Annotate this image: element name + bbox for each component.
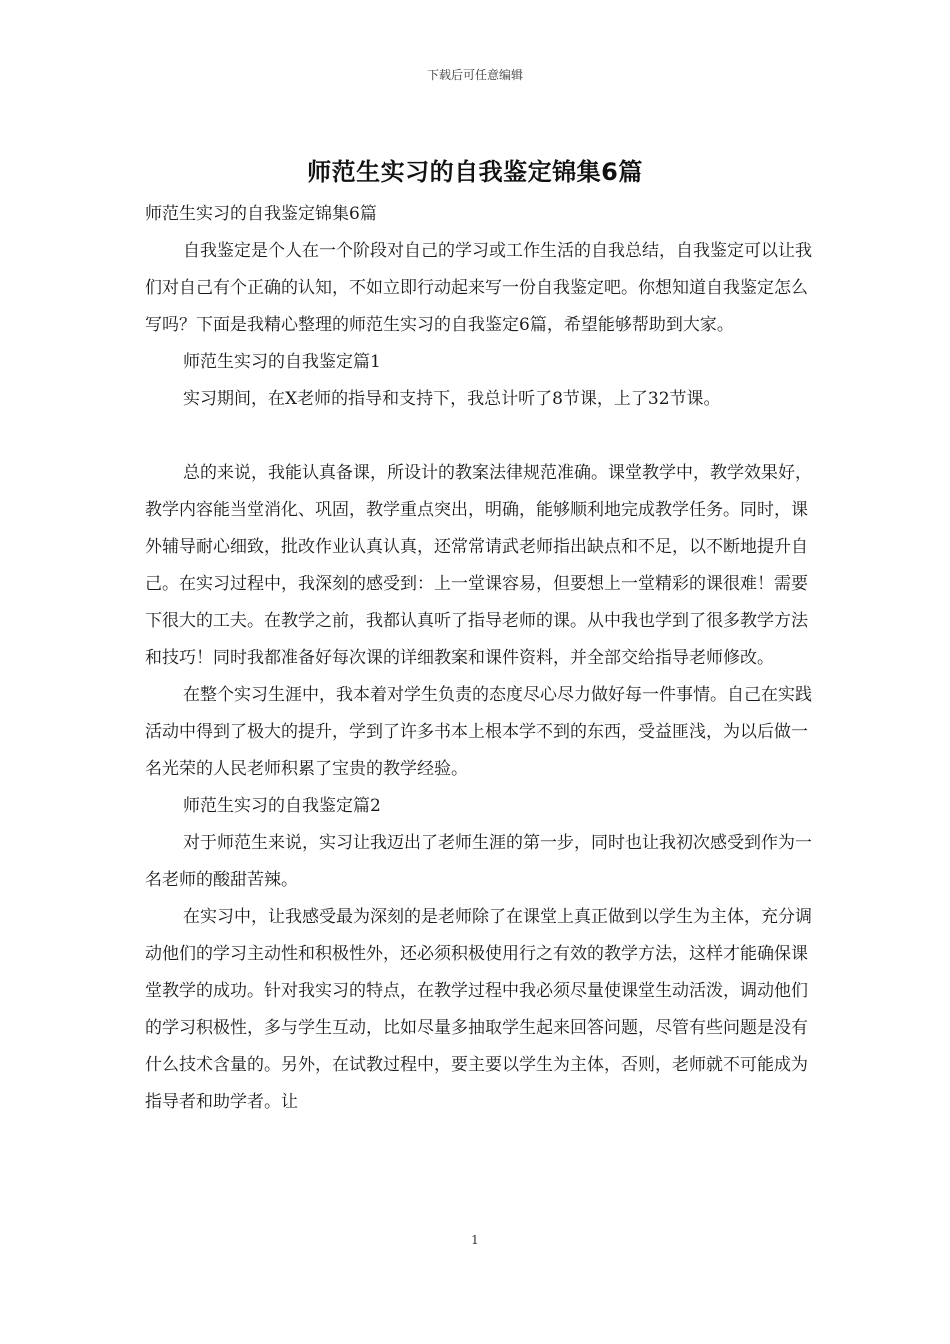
subtitle-line: 师范生实习的自我鉴定锦集6篇	[145, 204, 377, 224]
paragraph: 在整个实习生涯中，我本着对学生负责的态度尽心尽力做好每一件事情。自己在实践活动中得到了极大的提升，学到了许多书本上根本学不到的东西，受益匪浅，为以后做一名光荣的人民老师积累了宝贵的教学经验。	[145, 685, 812, 779]
paragraph: 在实习中，让我感受最为深刻的是老师除了在课堂上真正做到以学生为主体，充分调动他们的学习主动性和积极性外，还必须积极使用行之有效的教学方法，这样才能确保课堂教学的成功。针对我实习的特点，在教学过程中我必须尽量使课堂生动活泼，调动他们的学习积极性，多与学生互动，比如尽量多抽取学生起来回答问题，尽管有些问题是没有什么技术含量的。另外，在试教过程中，要主要以学生为主体，否则，老师就不可能成为指导者和助学者。让	[145, 907, 812, 1112]
paragraph: 对于师范生来说，实习让我迈出了老师生涯的第一步，同时也让我初次感受到作为一名老师的酸甜苦辣。	[145, 833, 812, 890]
page-number: 1	[471, 1233, 479, 1247]
paragraph: 实习期间，在X老师的指导和支持下，我总计听了8节课，上了32节课。	[183, 389, 721, 409]
blank-line	[145, 418, 815, 455]
paragraph: 总的来说，我能认真备课，所设计的教案法律规范准确。课堂教学中，教学效果好，教学内容能当堂消化、巩固，教学重点突出，明确，能够顺利地完成教学任务。同时，课外辅导耐心细致，批改作业认真认真，还常常请武老师指出缺点和不足，以不断地提升自己。在实习过程中，我深刻的感受到：上一堂课容易，但要想上一堂精彩的课很难！需要下很大的工夫。在教学之前，我都认真听了指导老师的课。从中我也学到了很多教学方法和技巧！同时我都准备好每次课的详细教案和课件资料，并全部交给指导老师修改。	[145, 463, 812, 668]
section-heading-1: 师范生实习的自我鉴定篇1	[183, 352, 381, 372]
document-body	[145, 196, 815, 1121]
document-title: 师范生实习的自我鉴定锦集6篇	[307, 158, 643, 186]
header-note: 下载后可任意编辑	[426, 68, 523, 82]
section-heading-2: 师范生实习的自我鉴定篇2	[183, 796, 381, 816]
intro-paragraph: 自我鉴定是个人在一个阶段对自己的学习或工作生活的自我总结，自我鉴定可以让我们对自己有个正确的认知，不如立即行动起来写一份自我鉴定吧。你想知道自我鉴定怎么写吗？下面是我精心整理的师范生实习的自我鉴定6篇，希望能够帮助到大家。	[145, 241, 812, 335]
